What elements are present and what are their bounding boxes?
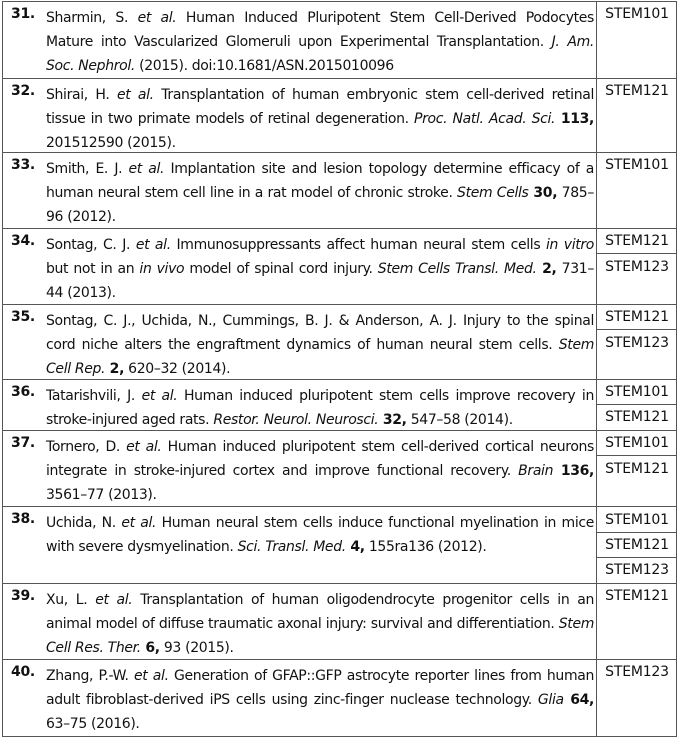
- reference-authors: Tornero, D.: [46, 439, 127, 455]
- reference-citation: [46, 664, 594, 736]
- reference-etal: et al.: [141, 388, 178, 404]
- reference-etal: et al.: [116, 87, 154, 103]
- table-right-border: [676, 1, 677, 737]
- reference-number: 38.: [11, 511, 35, 527]
- reference-citation: [46, 83, 594, 155]
- reference-etal: et al.: [134, 668, 169, 684]
- reference-row-34: [2, 229, 677, 305]
- reference-title: Transplantation of human embryonic stem cell-derived retinal tissue in two primate models of retinal degeneration.: [46, 87, 595, 127]
- reference-title: Generation of GFAP::GFP astrocyte reporter lines from human adult fibroblast-derived iPS cells using zinc-finger nuclease technology.: [46, 668, 594, 708]
- reference-emphasis: in vivo: [139, 261, 185, 277]
- reference-authors: Smith, E. J.: [46, 161, 129, 177]
- reference-authors: Tatarishvili, J.: [46, 388, 142, 404]
- reference-title: but not in an: [46, 261, 140, 277]
- reference-etal: et al.: [95, 592, 133, 608]
- reference-journal: J. Am. Soc. Nephrol.: [46, 34, 594, 74]
- grant-codes-cell: [596, 431, 677, 506]
- reference-citation: [46, 588, 594, 660]
- reference-journal: Proc. Natl. Acad. Sci.: [414, 111, 556, 127]
- grant-codes-cell: [596, 660, 677, 736]
- reference-emphasis: in vitro: [545, 237, 594, 253]
- reference-row-35: [2, 305, 677, 380]
- reference-citation: [46, 384, 594, 432]
- grant-code: STEM101: [605, 6, 669, 22]
- reference-number: 37.: [11, 435, 35, 451]
- grant-codes-cell: [596, 584, 677, 659]
- grant-codes-cell: [596, 2, 677, 78]
- grant-code: STEM121: [597, 305, 677, 330]
- grant-code: STEM123: [605, 259, 669, 275]
- reference-pages-year: 620–32 (2014).: [124, 361, 231, 377]
- grant-codes-cell: [596, 79, 677, 152]
- reference-title: Injury to the spinal cord niche alters the engraftment dynamics of human neural stem cells.: [46, 313, 594, 353]
- reference-citation: [46, 511, 594, 559]
- grant-code: STEM121: [605, 83, 669, 99]
- reference-row-39: [2, 584, 677, 660]
- grant-code: STEM121: [605, 461, 669, 477]
- reference-etal: et al.: [121, 515, 157, 531]
- grant-code: STEM121: [605, 588, 669, 604]
- reference-number: 36.: [11, 384, 35, 400]
- grant-codes-cell: [596, 305, 677, 379]
- reference-pages-year: 93 (2015).: [159, 640, 234, 656]
- reference-citation: [46, 309, 594, 381]
- reference-authors: Sharmin, S.: [46, 10, 138, 26]
- grant-codes-cell: [596, 153, 677, 228]
- reference-volume: 64,: [563, 692, 594, 708]
- grant-codes-cell: [596, 380, 677, 430]
- reference-number: 33.: [11, 157, 35, 173]
- reference-volume: 32,: [378, 412, 407, 428]
- reference-journal: Stem Cells: [457, 185, 529, 201]
- reference-authors: Sontag, C. J., Uchida, N., Cummings, B. J. & Anderson, A. J.: [46, 313, 457, 329]
- grant-codes-cell: [596, 507, 677, 583]
- reference-citation: [46, 435, 594, 507]
- reference-pages-year: 547–58 (2014).: [406, 412, 513, 428]
- reference-row-32: [2, 79, 677, 153]
- grant-code: STEM123: [605, 562, 669, 578]
- reference-row-38: [2, 507, 677, 584]
- grant-code: STEM101: [605, 157, 669, 173]
- reference-pages-year: (2015). doi:10.1681/ASN.2015010096: [135, 58, 394, 74]
- reference-pages-year: 3561–77 (2013).: [46, 487, 157, 503]
- grant-code: STEM123: [605, 664, 669, 680]
- reference-title: Transplantation of human oligodendrocyte progenitor cells in an animal model of diffuse traumatic axonal injury: survival and differentiation.: [46, 592, 594, 632]
- reference-title: Human induced pluripotent stem cells improve recovery in stroke-injured aged rats.: [46, 388, 594, 428]
- grant-code: STEM121: [605, 409, 669, 425]
- reference-pages-year: 785–96 (2012).: [46, 185, 594, 225]
- reference-volume: 113,: [555, 111, 595, 127]
- reference-authors: Xu, L.: [46, 592, 96, 608]
- reference-row-31: [2, 1, 677, 79]
- grant-code: STEM101: [597, 380, 677, 405]
- reference-authors: Uchida, N.: [46, 515, 122, 531]
- reference-volume: 2,: [536, 261, 557, 277]
- reference-title: Immunosuppressants affect human neural stem cells: [170, 237, 546, 253]
- reference-volume: 136,: [553, 463, 594, 479]
- grant-code: STEM121: [597, 229, 677, 254]
- reference-etal: et al.: [135, 237, 171, 253]
- reference-journal: Stem Cell Res. Ther.: [46, 616, 594, 656]
- reference-row-33: [2, 153, 677, 229]
- table-left-border: [2, 1, 3, 737]
- grant-codes-cell: [596, 229, 677, 304]
- reference-row-40: [2, 660, 677, 737]
- reference-number: 39.: [11, 588, 35, 604]
- reference-citation: [46, 233, 594, 305]
- reference-title: Human induced pluripotent stem cell-derived cortical neurons integrate in stroke-injured cortex and improve functional recovery.: [46, 439, 594, 479]
- reference-authors: Shirai, H.: [46, 87, 117, 103]
- reference-authors: Sontag, C. J.: [46, 237, 136, 253]
- reference-journal: Glia: [537, 692, 564, 708]
- reference-title: Human Induced Pluripotent Stem Cell-Derived Podocytes Mature into Vascularized Glomeruli upon Experimental Transplantation.: [46, 10, 594, 50]
- reference-journal: Brain: [518, 463, 554, 479]
- grant-code: STEM121: [597, 533, 677, 558]
- reference-volume: 30,: [528, 185, 558, 201]
- reference-pages-year: 63–75 (2016).: [46, 716, 140, 732]
- reference-pages-year: 201512590 (2015).: [46, 135, 176, 151]
- reference-journal: Restor. Neurol. Neurosci.: [213, 412, 379, 428]
- reference-number: 31.: [11, 6, 35, 22]
- reference-journal: Sci. Transl. Med.: [237, 539, 346, 555]
- reference-pages-year: 155ra136 (2012).: [364, 539, 487, 555]
- reference-volume: 4,: [345, 539, 365, 555]
- reference-journal: Stem Cell Rep.: [46, 337, 594, 377]
- reference-etal: et al.: [126, 439, 162, 455]
- reference-etal: et al.: [137, 10, 177, 26]
- reference-title: Human neural stem cells induce functional myelination in mice with severe dysmyelination.: [46, 515, 594, 555]
- reference-volume: 2,: [105, 361, 125, 377]
- reference-citation: [46, 157, 594, 229]
- reference-number: 35.: [11, 309, 35, 325]
- reference-etal: et al.: [128, 161, 165, 177]
- reference-row-36: [2, 380, 677, 431]
- reference-title: model of spinal cord injury.: [184, 261, 378, 277]
- reference-number: 32.: [11, 83, 35, 99]
- reference-volume: 6,: [140, 640, 160, 656]
- reference-number: 34.: [11, 233, 35, 249]
- reference-number: 40.: [11, 664, 35, 680]
- reference-pages-year: 731–44 (2013).: [46, 261, 594, 301]
- reference-title: Implantation site and lesion topology determine efficacy of a human neural stem cell line in a rat model of chronic stroke.: [46, 161, 595, 201]
- grant-code: STEM123: [605, 335, 669, 351]
- grant-code: STEM101: [597, 507, 677, 533]
- reference-row-37: [2, 431, 677, 507]
- reference-citation: [46, 6, 594, 78]
- reference-authors: Zhang, P.-W.: [46, 668, 135, 684]
- grant-code: STEM101: [597, 431, 677, 456]
- reference-journal: Stem Cells Transl. Med.: [377, 261, 537, 277]
